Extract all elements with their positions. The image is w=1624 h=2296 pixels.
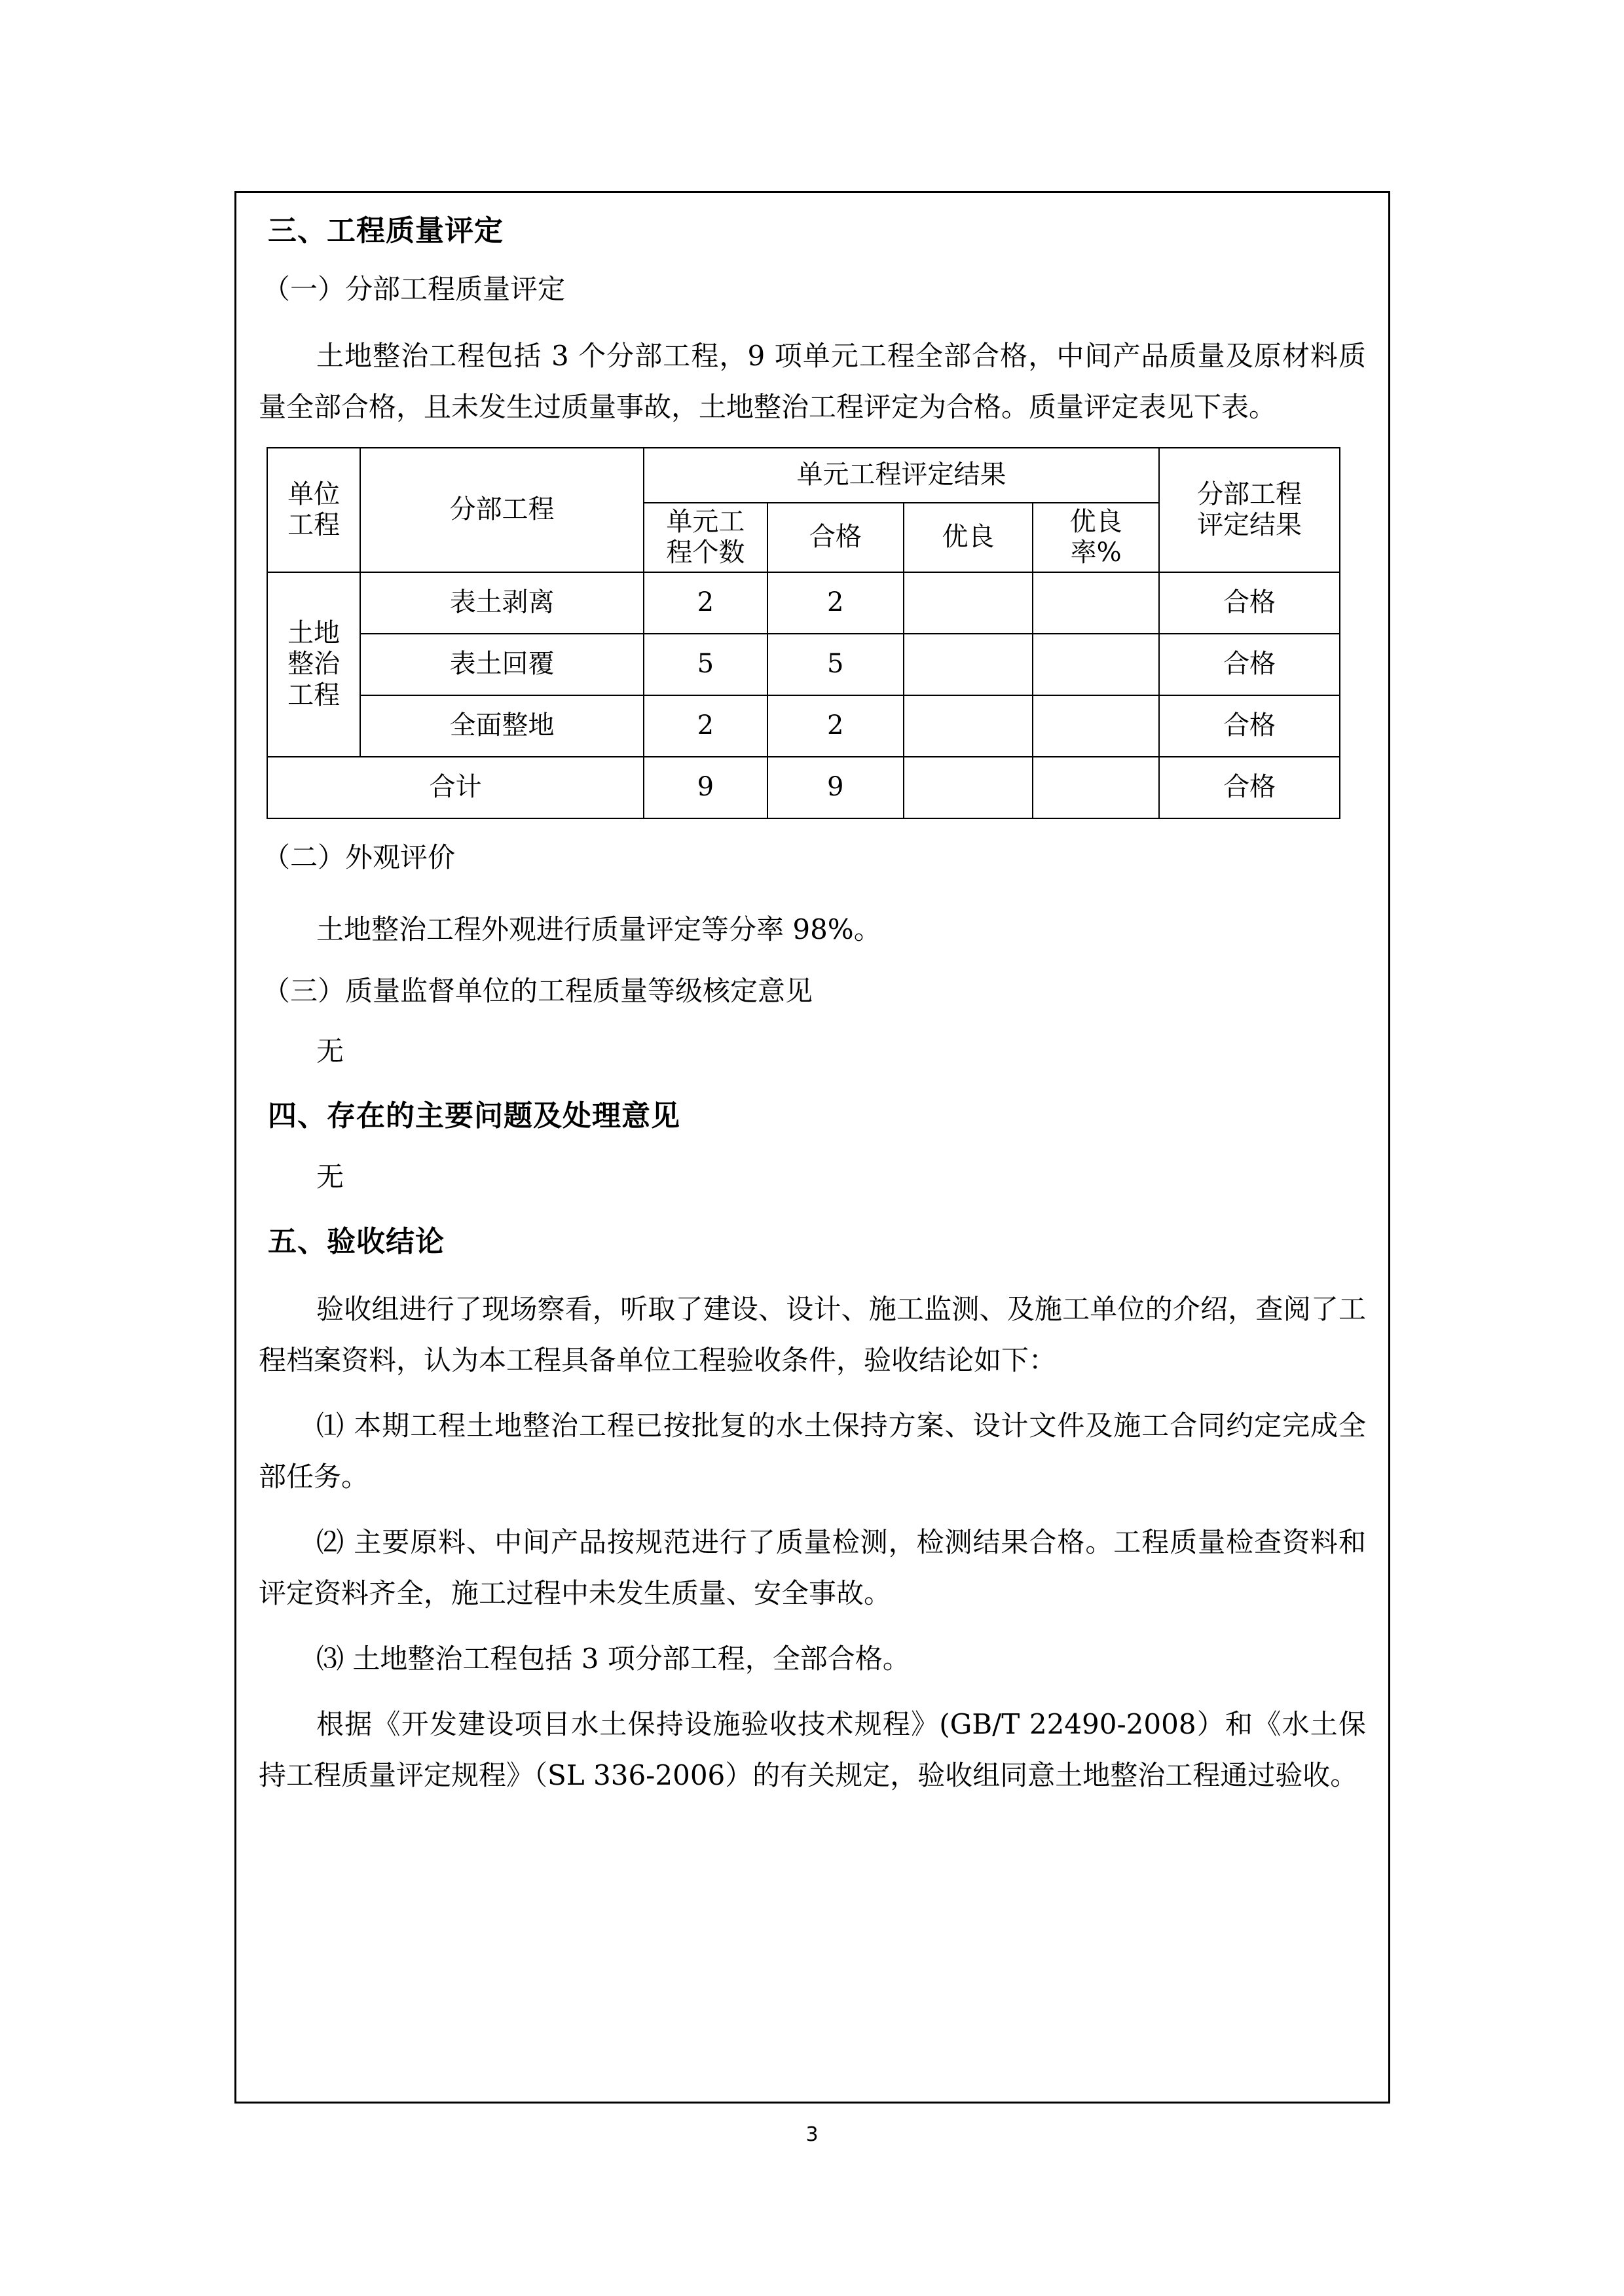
cell-total-qualified: 9 bbox=[767, 757, 904, 818]
unit-project-line-1: 土地 bbox=[287, 618, 341, 649]
header-qualified: 合格 bbox=[767, 503, 904, 572]
cell-division-project: 全面整地 bbox=[360, 695, 644, 757]
spacer bbox=[259, 1256, 1366, 1284]
section-heading-4: 四、存在的主要问题及处理意见 bbox=[268, 1099, 680, 1133]
cell-total-excellent bbox=[904, 757, 1033, 818]
cell-division-result: 合格 bbox=[1159, 634, 1340, 695]
cell-total-unit-count: 9 bbox=[644, 757, 767, 818]
spacer bbox=[259, 1131, 1366, 1163]
cell-division-project: 表土回覆 bbox=[360, 634, 644, 695]
cell-excellent-rate bbox=[1033, 572, 1159, 634]
table-header-row-1 bbox=[267, 448, 1340, 503]
cell-unit-project-name bbox=[267, 572, 360, 757]
cell-total-label: 合计 bbox=[267, 757, 644, 818]
cell-qualified: 5 bbox=[767, 634, 904, 695]
header-unit-project bbox=[267, 448, 360, 572]
table-row bbox=[267, 695, 1340, 757]
section-heading-5: 五、验收结论 bbox=[268, 1225, 445, 1258]
table-row bbox=[267, 572, 1340, 634]
unit-project-line-2: 整治 bbox=[287, 649, 341, 680]
header-division-result-line2: 评定结果 bbox=[1197, 510, 1302, 540]
paragraph-3-3: 无 bbox=[316, 1035, 344, 1067]
header-unit-count-line1: 单元工 bbox=[666, 506, 745, 537]
cell-division-result: 合格 bbox=[1159, 572, 1340, 634]
spacer bbox=[259, 246, 1366, 276]
header-division-result-line1: 分部工程 bbox=[1197, 479, 1302, 509]
table-row bbox=[267, 634, 1340, 695]
header-excellent-rate-line2: 率% bbox=[1070, 538, 1122, 568]
spacer bbox=[259, 1005, 1366, 1038]
cell-qualified: 2 bbox=[767, 695, 904, 757]
header-unit-project-line1: 单位 bbox=[287, 479, 341, 509]
cell-excellent bbox=[904, 572, 1033, 634]
spacer bbox=[259, 1065, 1366, 1102]
subsection-heading-3-1: （一）分部工程质量评定 bbox=[263, 273, 566, 305]
subsection-heading-3-3: （三）质量监督单位的工程质量等级核定意见 bbox=[263, 975, 813, 1007]
cell-qualified: 2 bbox=[767, 572, 904, 634]
page-number: 3 bbox=[805, 2123, 819, 2146]
cell-unit-count: 2 bbox=[644, 695, 767, 757]
cell-unit-count: 5 bbox=[644, 634, 767, 695]
paragraph-3-2: 土地整治工程外观进行质量评定等分率 98%。 bbox=[316, 913, 881, 945]
header-unit-count bbox=[644, 503, 767, 572]
cell-unit-count: 2 bbox=[644, 572, 767, 634]
header-division-result bbox=[1159, 448, 1340, 572]
spacer bbox=[259, 1386, 1366, 1400]
document-body bbox=[259, 214, 1366, 1801]
cell-excellent bbox=[904, 634, 1033, 695]
header-excellent: 优良 bbox=[904, 503, 1033, 572]
table-total-row bbox=[267, 757, 1340, 818]
spacer bbox=[259, 1503, 1366, 1517]
spacer bbox=[259, 1685, 1366, 1699]
cell-division-project: 表土剥离 bbox=[360, 572, 644, 634]
cell-division-result: 合格 bbox=[1159, 695, 1340, 757]
header-unit-project-line2: 工程 bbox=[287, 510, 341, 540]
header-unit-eval-group: 单元工程评定结果 bbox=[644, 448, 1159, 503]
paragraph-4: 无 bbox=[316, 1161, 344, 1193]
spacer bbox=[259, 1619, 1366, 1633]
spacer bbox=[259, 303, 1366, 331]
cell-total-division-result: 合格 bbox=[1159, 757, 1340, 818]
spacer bbox=[259, 433, 1366, 447]
paragraph-3-1: 土地整治工程包括 3 个分部工程，9 项单元工程全部合格，中间产品质量及原材料质量全部合格，且未发生过质量事故，土地整治工程评定为合格。质量评定表见下表。 bbox=[259, 340, 1366, 423]
quality-evaluation-table bbox=[267, 447, 1340, 819]
cell-total-excellent-rate bbox=[1033, 757, 1159, 818]
conclusion-item-1: ⑴ 本期工程土地整治工程已按批复的水土保持方案、设计文件及施工合同约定完成全部任务。 bbox=[259, 1410, 1366, 1493]
subsection-heading-3-2: （二）外观评价 bbox=[263, 841, 456, 873]
conclusion-closing: 根据《开发建设项目水土保持设施验收技术规程》(GB/T 22490-2008）和《水土保持工程质量评定规程》（SL 336-2006）的有关规定，验收组同意土地整治工程通过验收。 bbox=[259, 1708, 1366, 1791]
spacer bbox=[259, 871, 1366, 904]
spacer bbox=[259, 955, 1366, 977]
paragraph-5-intro: 验收组进行了现场察看，听取了建设、设计、施工监测、及施工单位的介绍，查阅了工程档案资料，认为本工程具备单位工程验收条件，验收结论如下： bbox=[259, 1293, 1366, 1376]
header-excellent-rate bbox=[1033, 503, 1159, 572]
cell-excellent bbox=[904, 695, 1033, 757]
spacer bbox=[259, 819, 1366, 844]
unit-project-line-3: 工程 bbox=[287, 680, 341, 710]
cell-excellent-rate bbox=[1033, 695, 1159, 757]
conclusion-item-2: ⑵ 主要原料、中间产品按规范进行了质量检测，检测结果合格。工程质量检查资料和评定资料齐全，施工过程中未发生质量、安全事故。 bbox=[259, 1526, 1366, 1609]
spacer bbox=[259, 1191, 1366, 1228]
conclusion-item-3: ⑶ 土地整治工程包括 3 项分部工程，全部合格。 bbox=[316, 1643, 910, 1675]
section-heading-3: 三、工程质量评定 bbox=[268, 214, 504, 247]
header-excellent-rate-line1: 优良 bbox=[1069, 506, 1122, 537]
document-content-frame bbox=[234, 191, 1390, 2104]
header-unit-count-line2: 程个数 bbox=[666, 538, 745, 568]
cell-excellent-rate bbox=[1033, 634, 1159, 695]
header-division-project: 分部工程 bbox=[360, 448, 644, 572]
